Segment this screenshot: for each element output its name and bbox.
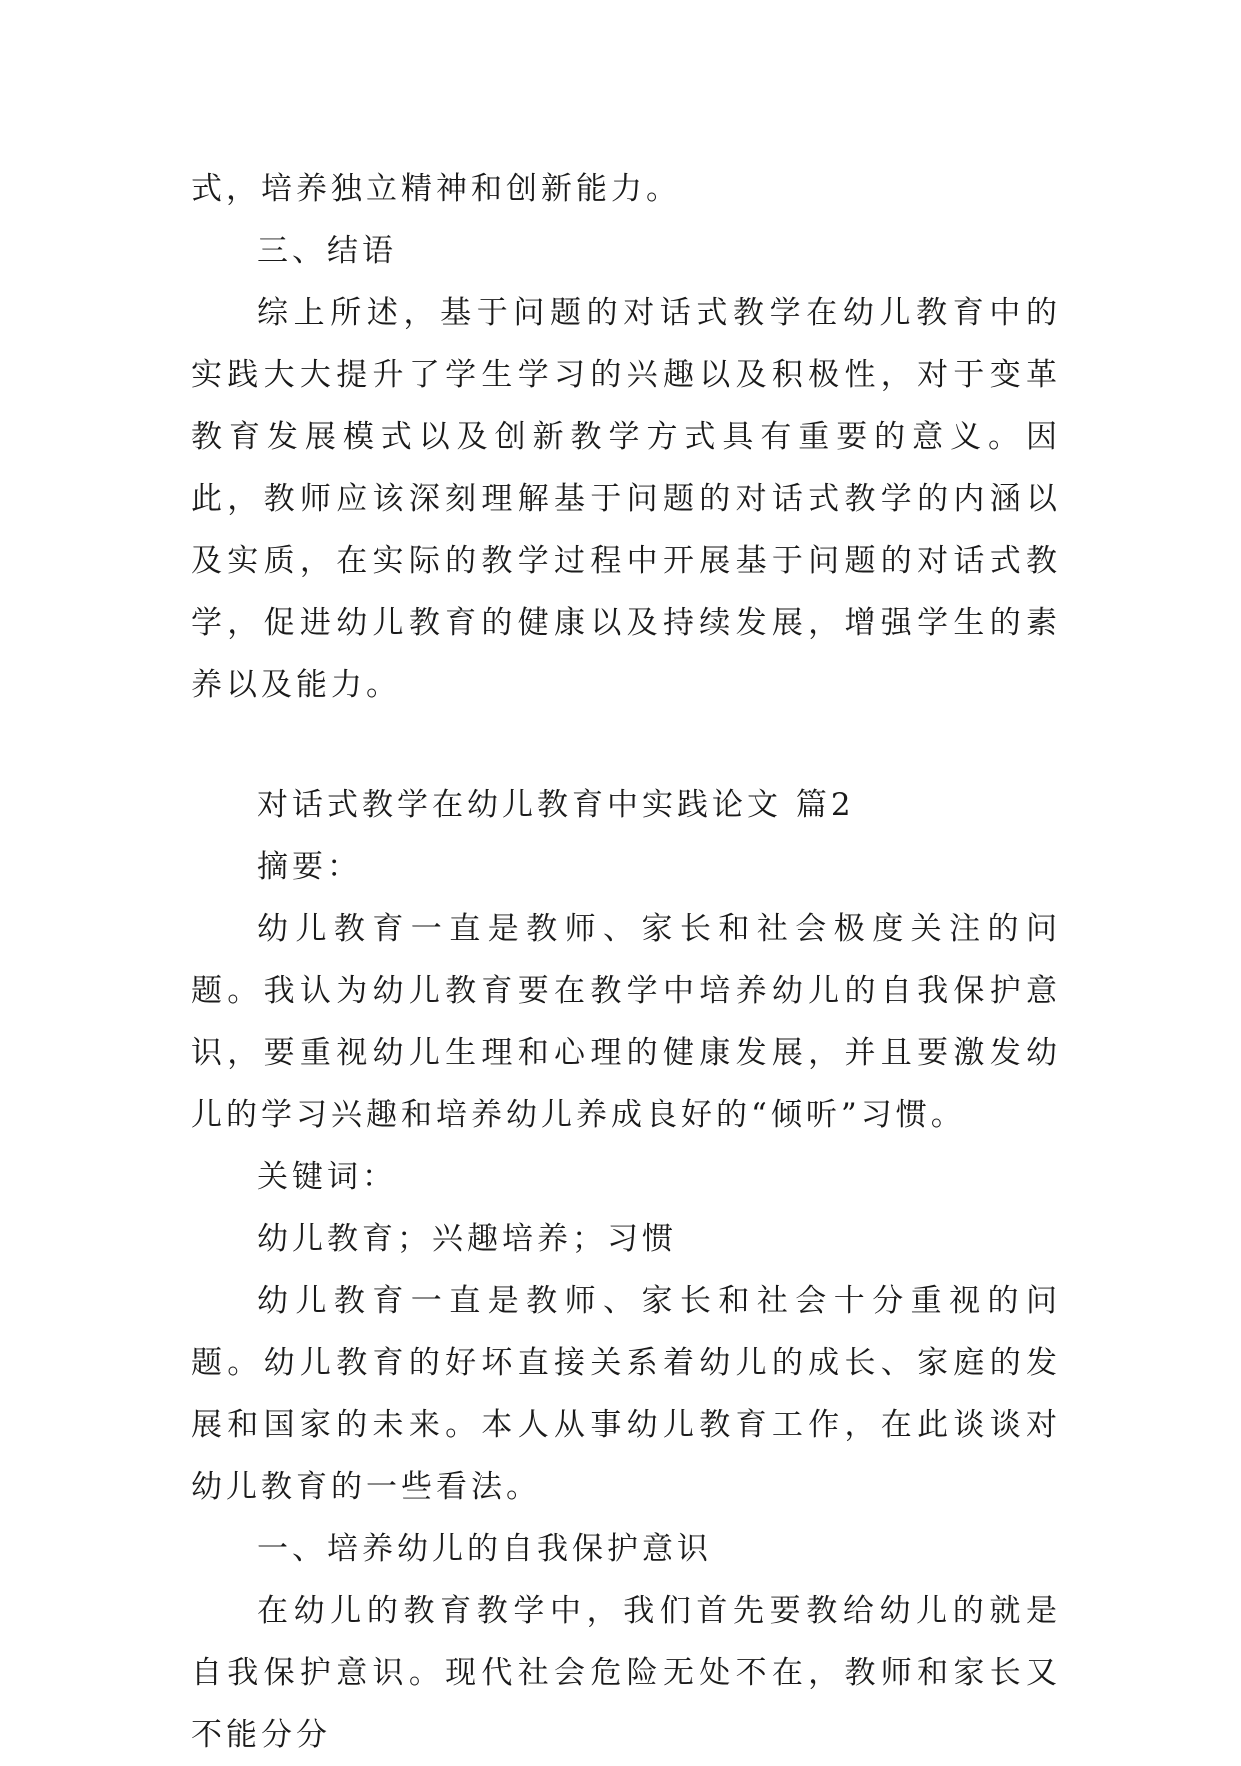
paragraph-conclusion: 综上所述，基于问题的对话式教学在幼儿教育中的实践大大提升了学生学习的兴趣以及积极性，对于变革教育发展模式以及创新教学方式具有重要的意义。因此，教师应该深刻理解基于问题的对话式教学的内涵以及实质，在实际的教学过程中开展基于问题的对话式教学，促进幼儿教育的健康以及持续发展，增强学生的素养以及能力。 bbox=[191, 295, 1061, 703]
article-title: 对话式教学在幼儿教育中实践论文 篇2 bbox=[257, 787, 855, 823]
paragraph-abstract: 幼儿教育一直是教师、家长和社会极度关注的问题。我认为幼儿教育要在教学中培养幼儿的自我保护意识，要重视幼儿生理和心理的健康发展，并且要激发幼儿的学习兴趣和培养幼儿养成良好的“倾听”习惯。 bbox=[191, 911, 1061, 1133]
keywords-label: 关键词： bbox=[257, 1159, 397, 1195]
section-gap bbox=[191, 716, 1061, 774]
paragraph-continuation: 式，培养独立精神和创新能力。 bbox=[191, 171, 681, 207]
section-heading-1: 一、培养幼儿的自我保护意识 bbox=[257, 1531, 712, 1567]
abstract-label: 摘要： bbox=[257, 849, 362, 885]
keywords-list: 幼儿教育；兴趣培养；习惯 bbox=[257, 1221, 677, 1257]
document-body bbox=[191, 158, 1061, 1766]
section-heading-conclusion: 三、结语 bbox=[257, 233, 397, 269]
paragraph-intro: 幼儿教育一直是教师、家长和社会十分重视的问题。幼儿教育的好坏直接关系着幼儿的成长、家庭的发展和国家的未来。本人从事幼儿教育工作，在此谈谈对幼儿教育的一些看法。 bbox=[191, 1283, 1061, 1505]
paragraph-section-1: 在幼儿的教育教学中，我们首先要教给幼儿的就是自我保护意识。现代社会危险无处不在，教师和家长又不能分分 bbox=[191, 1593, 1061, 1753]
